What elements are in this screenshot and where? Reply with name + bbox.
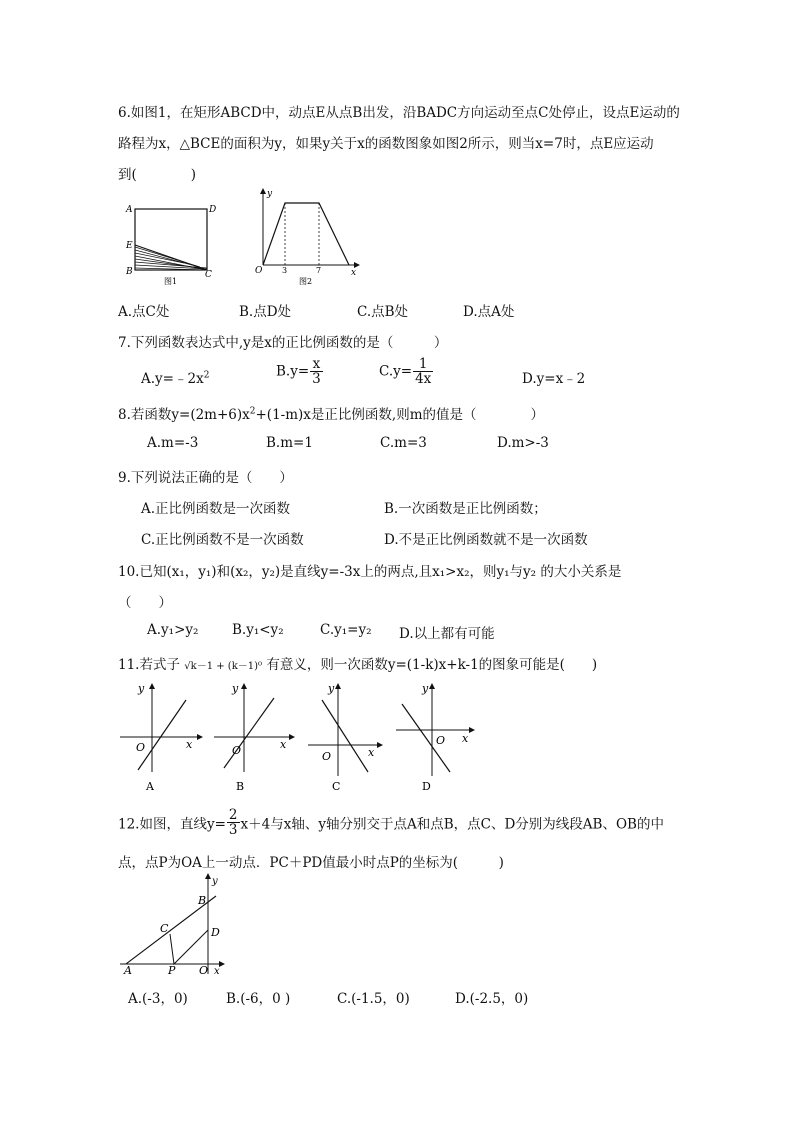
q6-option-c: C.点B处	[357, 304, 409, 320]
q12-label-c: C	[160, 922, 169, 935]
q10-option-a: A.y₁>y₂	[147, 622, 199, 638]
q7-option-b-prefix: B.y=	[276, 363, 310, 380]
fig2-trapezoid-graph	[263, 203, 349, 265]
q12-label-b: B	[198, 894, 207, 907]
q11-b-label: B	[236, 780, 245, 793]
q12-option-d: D.(-2.5，0)	[455, 991, 529, 1007]
fig2-label-y: y	[267, 189, 273, 199]
q11-radical-expression: √k－1 + (k－1)⁰	[184, 661, 263, 672]
q7-option-a-exp: 2	[203, 370, 210, 381]
q11-graph-d	[396, 682, 472, 793]
q9-option-d: D.不是正比例函数就不是一次函数	[384, 532, 588, 548]
q11-c-label: C	[332, 780, 341, 793]
q12-stem	[118, 808, 664, 837]
q7-option-a	[141, 367, 209, 387]
fig1-label-c: C	[205, 270, 212, 280]
q11-graphs	[118, 680, 598, 796]
q12-frac-num: 2	[228, 807, 238, 823]
q12-option-c: C.(-1.5，0)	[337, 991, 410, 1007]
fig1-label-b: B	[126, 267, 133, 277]
q7-stem: 7.下列函数表达式中,y是x的正比例函数的是（ ）	[118, 335, 448, 351]
fig1-label-a: A	[126, 205, 133, 215]
q11-b-x: x	[280, 738, 287, 751]
q12-stem-post: x＋4与x轴、y轴分别交于点A和点B，点C、D分别为线段AB、OB的中	[240, 816, 664, 833]
q10-stem: 10.已知(x₁，y₁)和(x₂，y₂)是直线y=-3x上的两点,且x₁>x₂，则y₁与y₂ 的大小关系是	[118, 564, 622, 580]
q11-a-o: O	[136, 741, 146, 754]
q9-option-a: A.正比例函数是一次函数	[141, 501, 291, 517]
q7-option-b-numerator: x	[310, 357, 323, 372]
q7-option-c-prefix: C.y=	[379, 363, 413, 380]
q6-option-a: A.点C处	[118, 304, 170, 320]
q12-option-b: B.(-6，0 )	[226, 991, 291, 1007]
q10-paren: （ ）	[118, 595, 172, 611]
q7-option-c	[379, 357, 434, 386]
q7-option-d: D.y=x﹣2	[522, 371, 586, 387]
q6-option-b: B.点D处	[239, 304, 292, 320]
q8-option-c: C.m=3	[380, 435, 427, 451]
q7-option-c-denominator: 4x	[415, 371, 432, 388]
q11-c-o: O	[322, 750, 332, 763]
q8-stem-exp: 2	[249, 406, 256, 417]
q11-c-x: x	[368, 746, 375, 759]
q11-a-x: x	[186, 738, 193, 751]
q12-label-p: P	[168, 964, 176, 977]
q7-option-b-fraction	[310, 357, 323, 386]
fig2-tick-7: 7	[316, 266, 322, 275]
fig1-caption: 图1	[164, 277, 178, 286]
q12-figure	[118, 870, 228, 978]
q8-stem-post: +(1-m)x是正比例函数,则m的值是（ ）	[255, 407, 545, 423]
q7-option-a-text: A.y=﹣2x	[141, 371, 204, 387]
q11-graph-b	[214, 682, 292, 793]
q7-option-b-denominator: 3	[312, 371, 321, 388]
q8-stem	[118, 403, 544, 423]
q12-option-a: A.(-3，0)	[128, 991, 188, 1007]
fig1-label-d: D	[209, 205, 217, 215]
q11-d-o: O	[436, 734, 446, 747]
q8-option-b: B.m=1	[266, 435, 313, 451]
q9-stem: 9.下列说法正确的是（ ）	[118, 470, 293, 486]
fig2-caption: 图2	[299, 277, 313, 286]
q11-a-y: y	[138, 682, 145, 695]
q6-figure1	[118, 195, 228, 287]
q12-frac-den: 3	[228, 822, 238, 839]
fig1-label-e: E	[126, 241, 133, 251]
q11-b-o: O	[232, 744, 242, 757]
q11-stem	[118, 653, 597, 673]
q10-option-b: B.y₁<y₂	[232, 622, 284, 638]
q6-line2: 路程为x，△BCE的面积为y，如果y关于x的函数图象如图2所示，则当x=7时，点E应运动	[118, 136, 654, 152]
fig2-label-o: O	[255, 266, 263, 276]
q10-option-c: C.y₁=y₂	[320, 622, 372, 638]
q12-label-d: D	[211, 926, 220, 939]
q12-line2: 点，点P为OA上一动点．PC＋PD值最小时点P的坐标为( )	[118, 855, 504, 871]
q6-line3: 到( )	[118, 167, 197, 183]
q7-option-c-fraction	[413, 357, 433, 386]
q11-graph-c	[308, 682, 380, 793]
q11-b-y: y	[232, 682, 239, 695]
q11-stem-pre: 11.若式子	[118, 657, 180, 673]
q7-option-b	[276, 357, 324, 386]
q6-line1: 6.如图1，在矩形ABCD中，动点E从点B出发，沿BADC方向运动至点C处停止，设点E运动的	[118, 105, 680, 121]
q12-label-a: A	[124, 964, 132, 977]
fig2-tick-3: 3	[282, 266, 288, 275]
q11-d-x: x	[462, 732, 469, 745]
q8-option-d: D.m>-3	[497, 435, 549, 451]
q11-c-y: y	[328, 682, 335, 695]
q12-label-x: x	[214, 966, 220, 977]
q6-figure2	[245, 185, 365, 287]
q11-a-label: A	[146, 780, 154, 793]
q11-d-label: D	[422, 780, 431, 793]
fig2-label-x: x	[351, 268, 357, 278]
q12-stem-pre: 12.如图，直线y=	[118, 816, 226, 833]
q12-path-cpd	[170, 930, 208, 964]
q11-stem-post: 有意义，则一次函数y=(1-k)x+k-1的图象可能是( )	[266, 657, 598, 673]
q9-option-b: B.一次函数是正比例函数；	[384, 501, 547, 517]
q10-option-d: D.以上都有可能	[399, 626, 495, 642]
q11-graph-a	[120, 682, 200, 793]
q6-option-d: D.点A处	[463, 304, 515, 320]
q8-option-a: A.m=-3	[147, 435, 199, 451]
q7-option-c-numerator: 1	[413, 357, 433, 372]
q12-label-y: y	[212, 876, 218, 887]
shaded-triangle	[135, 245, 207, 270]
q11-d-y: y	[422, 682, 429, 695]
q9-option-c: C.正比例函数不是一次函数	[141, 532, 304, 548]
q12-label-o: O	[199, 964, 209, 977]
q8-stem-pre: 8.若函数y=(2m+6)x	[118, 407, 250, 423]
q12-fraction	[227, 808, 240, 837]
